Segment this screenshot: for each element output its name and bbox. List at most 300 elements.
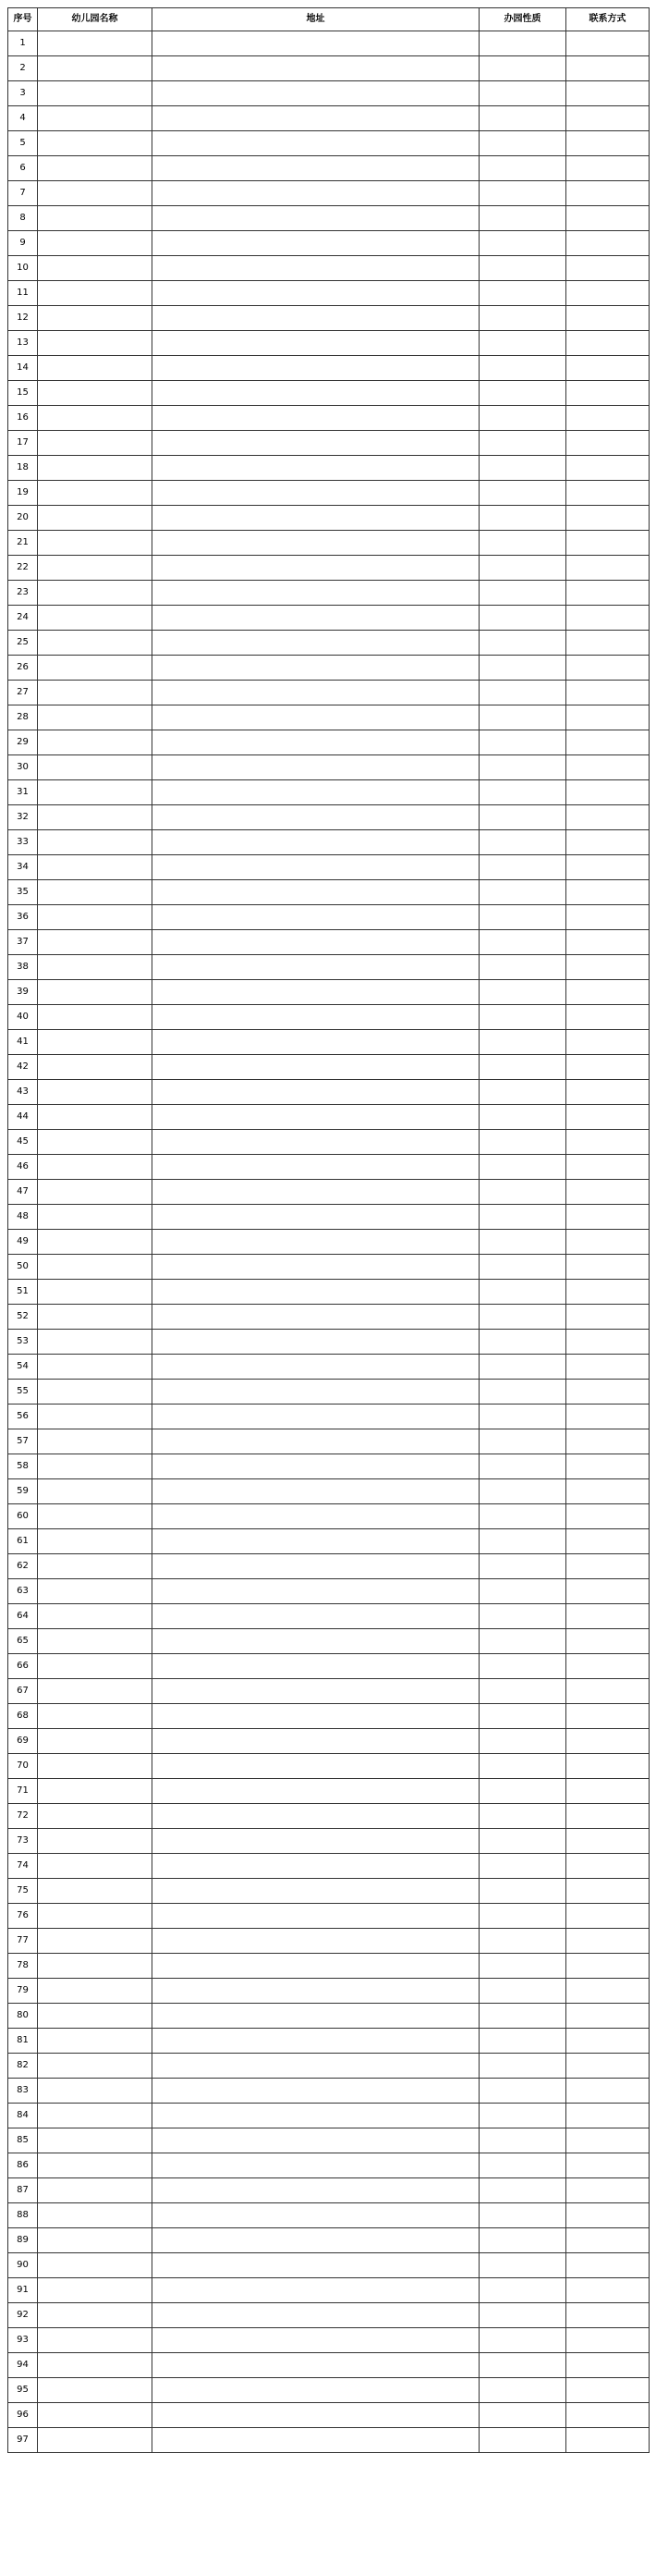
cell-nature: [480, 1854, 566, 1879]
cell-phone: [566, 2004, 650, 2029]
cell-phone: [566, 1405, 650, 1429]
cell-phone: [566, 131, 650, 156]
cell-name: [38, 755, 152, 780]
cell-phone: [566, 606, 650, 631]
cell-address: [152, 2253, 480, 2278]
table-row: [8, 31, 650, 56]
cell-nature: [480, 56, 566, 81]
cell-no: 66: [8, 1654, 38, 1679]
cell-no: 78: [8, 1954, 38, 1979]
cell-nature: [480, 531, 566, 556]
cell-name: [38, 830, 152, 855]
cell-phone: [566, 2403, 650, 2428]
table-row: [8, 531, 650, 556]
cell-phone: [566, 481, 650, 506]
table-body: [8, 31, 650, 2453]
col-header-no: 序号: [8, 8, 38, 31]
cell-nature: [480, 1604, 566, 1629]
cell-address: [152, 930, 480, 955]
cell-no: 22: [8, 556, 38, 581]
cell-nature: [480, 656, 566, 681]
cell-name: [38, 631, 152, 656]
table-row: [8, 156, 650, 181]
cell-address: [152, 381, 480, 406]
cell-no: 43: [8, 1080, 38, 1105]
cell-name: [38, 506, 152, 531]
cell-no: 91: [8, 2278, 38, 2303]
cell-phone: [566, 1280, 650, 1305]
cell-no: 9: [8, 231, 38, 256]
cell-nature: [480, 631, 566, 656]
cell-phone: [566, 2104, 650, 2128]
cell-address: [152, 31, 480, 56]
cell-address: [152, 1030, 480, 1055]
cell-address: [152, 1005, 480, 1030]
table-row: [8, 1704, 650, 1729]
cell-phone: [566, 406, 650, 431]
cell-no: 79: [8, 1979, 38, 2004]
cell-nature: [480, 705, 566, 730]
cell-no: 47: [8, 1180, 38, 1205]
cell-nature: [480, 2079, 566, 2104]
cell-name: [38, 2153, 152, 2178]
cell-no: 75: [8, 1879, 38, 1904]
cell-name: [38, 2228, 152, 2253]
table-row: [8, 381, 650, 406]
cell-address: [152, 1330, 480, 1355]
cell-phone: [566, 805, 650, 830]
table-row: [8, 1355, 650, 1380]
cell-name: [38, 381, 152, 406]
table-row: [8, 1280, 650, 1305]
table-row: [8, 1080, 650, 1105]
cell-no: 74: [8, 1854, 38, 1879]
cell-nature: [480, 2278, 566, 2303]
cell-address: [152, 2128, 480, 2153]
table-row: [8, 1205, 650, 1230]
cell-name: [38, 930, 152, 955]
table-row: [8, 1604, 650, 1629]
cell-nature: [480, 2029, 566, 2054]
cell-phone: [566, 2079, 650, 2104]
table-row: [8, 2253, 650, 2278]
table-row: [8, 206, 650, 231]
cell-phone: [566, 780, 650, 805]
cell-name: [38, 556, 152, 581]
table-row: [8, 1180, 650, 1205]
cell-phone: [566, 331, 650, 356]
table-row: [8, 231, 650, 256]
cell-nature: [480, 1405, 566, 1429]
cell-name: [38, 2278, 152, 2303]
cell-nature: [480, 1779, 566, 1804]
cell-name: [38, 531, 152, 556]
cell-name: [38, 780, 152, 805]
cell-address: [152, 531, 480, 556]
cell-address: [152, 81, 480, 106]
table-row: [8, 1954, 650, 1979]
cell-name: [38, 1330, 152, 1355]
cell-nature: [480, 1904, 566, 1929]
cell-phone: [566, 356, 650, 381]
cell-phone: [566, 2128, 650, 2153]
cell-address: [152, 56, 480, 81]
cell-nature: [480, 81, 566, 106]
cell-phone: [566, 1005, 650, 1030]
cell-phone: [566, 1479, 650, 1504]
cell-name: [38, 2029, 152, 2054]
cell-address: [152, 1904, 480, 1929]
cell-no: 35: [8, 880, 38, 905]
cell-no: 82: [8, 2054, 38, 2079]
cell-phone: [566, 156, 650, 181]
cell-phone: [566, 2228, 650, 2253]
table-row: [8, 2054, 650, 2079]
cell-no: 16: [8, 406, 38, 431]
cell-nature: [480, 1130, 566, 1155]
cell-no: 77: [8, 1929, 38, 1954]
cell-name: [38, 1579, 152, 1604]
cell-address: [152, 1280, 480, 1305]
cell-phone: [566, 256, 650, 281]
cell-nature: [480, 2328, 566, 2353]
cell-nature: [480, 1230, 566, 1255]
cell-name: [38, 1155, 152, 1180]
cell-no: 11: [8, 281, 38, 306]
cell-no: 70: [8, 1754, 38, 1779]
cell-phone: [566, 2303, 650, 2328]
cell-phone: [566, 2253, 650, 2278]
cell-name: [38, 1305, 152, 1330]
cell-nature: [480, 1754, 566, 1779]
cell-address: [152, 2378, 480, 2403]
cell-phone: [566, 1330, 650, 1355]
cell-address: [152, 156, 480, 181]
cell-no: 12: [8, 306, 38, 331]
cell-name: [38, 1380, 152, 1405]
cell-phone: [566, 1979, 650, 2004]
table-row: [8, 1829, 650, 1854]
cell-address: [152, 1504, 480, 1529]
cell-name: [38, 1130, 152, 1155]
cell-name: [38, 1654, 152, 1679]
table-row: [8, 1454, 650, 1479]
table-row: [8, 1305, 650, 1330]
cell-nature: [480, 805, 566, 830]
cell-no: 29: [8, 730, 38, 755]
table-row: [8, 481, 650, 506]
cell-nature: [480, 1305, 566, 1330]
table-row: [8, 2128, 650, 2153]
table-row: [8, 2079, 650, 2104]
cell-nature: [480, 1355, 566, 1380]
cell-nature: [480, 1454, 566, 1479]
cell-address: [152, 231, 480, 256]
table-row: [8, 705, 650, 730]
cell-nature: [480, 2253, 566, 2278]
table-row: [8, 1255, 650, 1280]
cell-address: [152, 131, 480, 156]
cell-nature: [480, 1954, 566, 1979]
cell-nature: [480, 281, 566, 306]
cell-address: [152, 705, 480, 730]
cell-phone: [566, 1230, 650, 1255]
cell-nature: [480, 231, 566, 256]
cell-address: [152, 1080, 480, 1105]
cell-nature: [480, 206, 566, 231]
cell-nature: [480, 2004, 566, 2029]
cell-name: [38, 306, 152, 331]
cell-address: [152, 1055, 480, 1080]
cell-name: [38, 481, 152, 506]
table-row: [8, 1804, 650, 1829]
table-row: [8, 1380, 650, 1405]
cell-address: [152, 1754, 480, 1779]
table-row: [8, 1105, 650, 1130]
cell-nature: [480, 830, 566, 855]
table-row: [8, 1754, 650, 1779]
cell-phone: [566, 830, 650, 855]
cell-address: [152, 2353, 480, 2378]
table-row: [8, 930, 650, 955]
cell-nature: [480, 1679, 566, 1704]
table-row: [8, 2353, 650, 2378]
cell-name: [38, 1405, 152, 1429]
cell-nature: [480, 1255, 566, 1280]
cell-address: [152, 905, 480, 930]
cell-name: [38, 2004, 152, 2029]
cell-name: [38, 2378, 152, 2403]
cell-name: [38, 1904, 152, 1929]
cell-address: [152, 456, 480, 481]
cell-nature: [480, 406, 566, 431]
cell-no: 10: [8, 256, 38, 281]
cell-address: [152, 1380, 480, 1405]
cell-no: 5: [8, 131, 38, 156]
cell-nature: [480, 1729, 566, 1754]
cell-nature: [480, 456, 566, 481]
cell-phone: [566, 730, 650, 755]
cell-address: [152, 1155, 480, 1180]
cell-no: 83: [8, 2079, 38, 2104]
table-row: [8, 1679, 650, 1704]
cell-phone: [566, 306, 650, 331]
cell-no: 2: [8, 56, 38, 81]
cell-address: [152, 1479, 480, 1504]
cell-name: [38, 1804, 152, 1829]
table-row: [8, 2303, 650, 2328]
cell-name: [38, 2253, 152, 2278]
cell-phone: [566, 31, 650, 56]
cell-no: 3: [8, 81, 38, 106]
cell-phone: [566, 206, 650, 231]
cell-no: 23: [8, 581, 38, 606]
cell-nature: [480, 381, 566, 406]
cell-no: 13: [8, 331, 38, 356]
cell-address: [152, 406, 480, 431]
table-row: [8, 81, 650, 106]
table-row: [8, 2428, 650, 2453]
cell-nature: [480, 2428, 566, 2453]
cell-phone: [566, 431, 650, 456]
cell-name: [38, 705, 152, 730]
cell-phone: [566, 531, 650, 556]
table-row: [8, 1879, 650, 1904]
cell-address: [152, 1929, 480, 1954]
cell-no: 52: [8, 1305, 38, 1330]
cell-nature: [480, 755, 566, 780]
cell-nature: [480, 905, 566, 930]
table-row: [8, 2278, 650, 2303]
cell-address: [152, 755, 480, 780]
cell-phone: [566, 1829, 650, 1854]
cell-no: 42: [8, 1055, 38, 1080]
cell-name: [38, 2328, 152, 2353]
cell-name: [38, 980, 152, 1005]
cell-nature: [480, 481, 566, 506]
cell-name: [38, 1629, 152, 1654]
cell-no: 46: [8, 1155, 38, 1180]
table-row: [8, 755, 650, 780]
cell-no: 17: [8, 431, 38, 456]
cell-name: [38, 206, 152, 231]
cell-address: [152, 681, 480, 705]
cell-nature: [480, 1829, 566, 1854]
cell-nature: [480, 31, 566, 56]
cell-no: 31: [8, 780, 38, 805]
cell-nature: [480, 1554, 566, 1579]
cell-no: 89: [8, 2228, 38, 2253]
cell-name: [38, 1954, 152, 1979]
cell-phone: [566, 1155, 650, 1180]
cell-address: [152, 855, 480, 880]
cell-phone: [566, 1554, 650, 1579]
table-row: [8, 1030, 650, 1055]
cell-phone: [566, 1904, 650, 1929]
cell-no: 24: [8, 606, 38, 631]
cell-phone: [566, 1205, 650, 1230]
table-row: [8, 1479, 650, 1504]
cell-nature: [480, 1704, 566, 1729]
cell-phone: [566, 106, 650, 131]
cell-phone: [566, 1579, 650, 1604]
table-row: [8, 805, 650, 830]
cell-name: [38, 1454, 152, 1479]
cell-phone: [566, 755, 650, 780]
cell-nature: [480, 1380, 566, 1405]
cell-no: 49: [8, 1230, 38, 1255]
cell-phone: [566, 1854, 650, 1879]
cell-address: [152, 256, 480, 281]
table-row: [8, 855, 650, 880]
cell-nature: [480, 256, 566, 281]
cell-no: 44: [8, 1105, 38, 1130]
table-row: [8, 1779, 650, 1804]
cell-nature: [480, 1579, 566, 1604]
cell-phone: [566, 506, 650, 531]
cell-no: 45: [8, 1130, 38, 1155]
cell-address: [152, 1454, 480, 1479]
cell-name: [38, 2303, 152, 2328]
table-row: [8, 431, 650, 456]
cell-name: [38, 231, 152, 256]
cell-name: [38, 955, 152, 980]
cell-address: [152, 581, 480, 606]
cell-name: [38, 2428, 152, 2453]
cell-no: 68: [8, 1704, 38, 1729]
cell-no: 34: [8, 855, 38, 880]
cell-phone: [566, 1080, 650, 1105]
cell-no: 21: [8, 531, 38, 556]
cell-address: [152, 880, 480, 905]
cell-address: [152, 2328, 480, 2353]
cell-nature: [480, 1879, 566, 1904]
cell-nature: [480, 1280, 566, 1305]
cell-nature: [480, 1155, 566, 1180]
cell-address: [152, 830, 480, 855]
cell-nature: [480, 1005, 566, 1030]
cell-name: [38, 1554, 152, 1579]
cell-address: [152, 106, 480, 131]
cell-nature: [480, 681, 566, 705]
cell-name: [38, 1105, 152, 1130]
cell-name: [38, 156, 152, 181]
cell-nature: [480, 1804, 566, 1829]
cell-name: [38, 456, 152, 481]
cell-nature: [480, 1929, 566, 1954]
cell-address: [152, 1180, 480, 1205]
col-header-name: 幼儿园名称: [38, 8, 152, 31]
cell-phone: [566, 1629, 650, 1654]
cell-nature: [480, 955, 566, 980]
cell-no: 63: [8, 1579, 38, 1604]
cell-name: [38, 1504, 152, 1529]
cell-nature: [480, 2353, 566, 2378]
cell-name: [38, 356, 152, 381]
cell-phone: [566, 656, 650, 681]
cell-nature: [480, 2153, 566, 2178]
cell-nature: [480, 2403, 566, 2428]
cell-address: [152, 980, 480, 1005]
table-row: [8, 2178, 650, 2203]
table-row: [8, 556, 650, 581]
cell-address: [152, 281, 480, 306]
table-row: [8, 1429, 650, 1454]
table-row: [8, 306, 650, 331]
cell-phone: [566, 281, 650, 306]
cell-name: [38, 81, 152, 106]
cell-address: [152, 1429, 480, 1454]
cell-address: [152, 1305, 480, 1330]
cell-phone: [566, 2029, 650, 2054]
cell-name: [38, 2203, 152, 2228]
table-row: [8, 606, 650, 631]
cell-phone: [566, 1754, 650, 1779]
cell-no: 71: [8, 1779, 38, 1804]
cell-nature: [480, 106, 566, 131]
cell-address: [152, 1579, 480, 1604]
cell-nature: [480, 2178, 566, 2203]
table-row: [8, 631, 650, 656]
cell-nature: [480, 1629, 566, 1654]
cell-phone: [566, 2328, 650, 2353]
cell-address: [152, 2104, 480, 2128]
cell-phone: [566, 1380, 650, 1405]
cell-name: [38, 905, 152, 930]
cell-no: 58: [8, 1454, 38, 1479]
cell-name: [38, 2178, 152, 2203]
cell-nature: [480, 880, 566, 905]
